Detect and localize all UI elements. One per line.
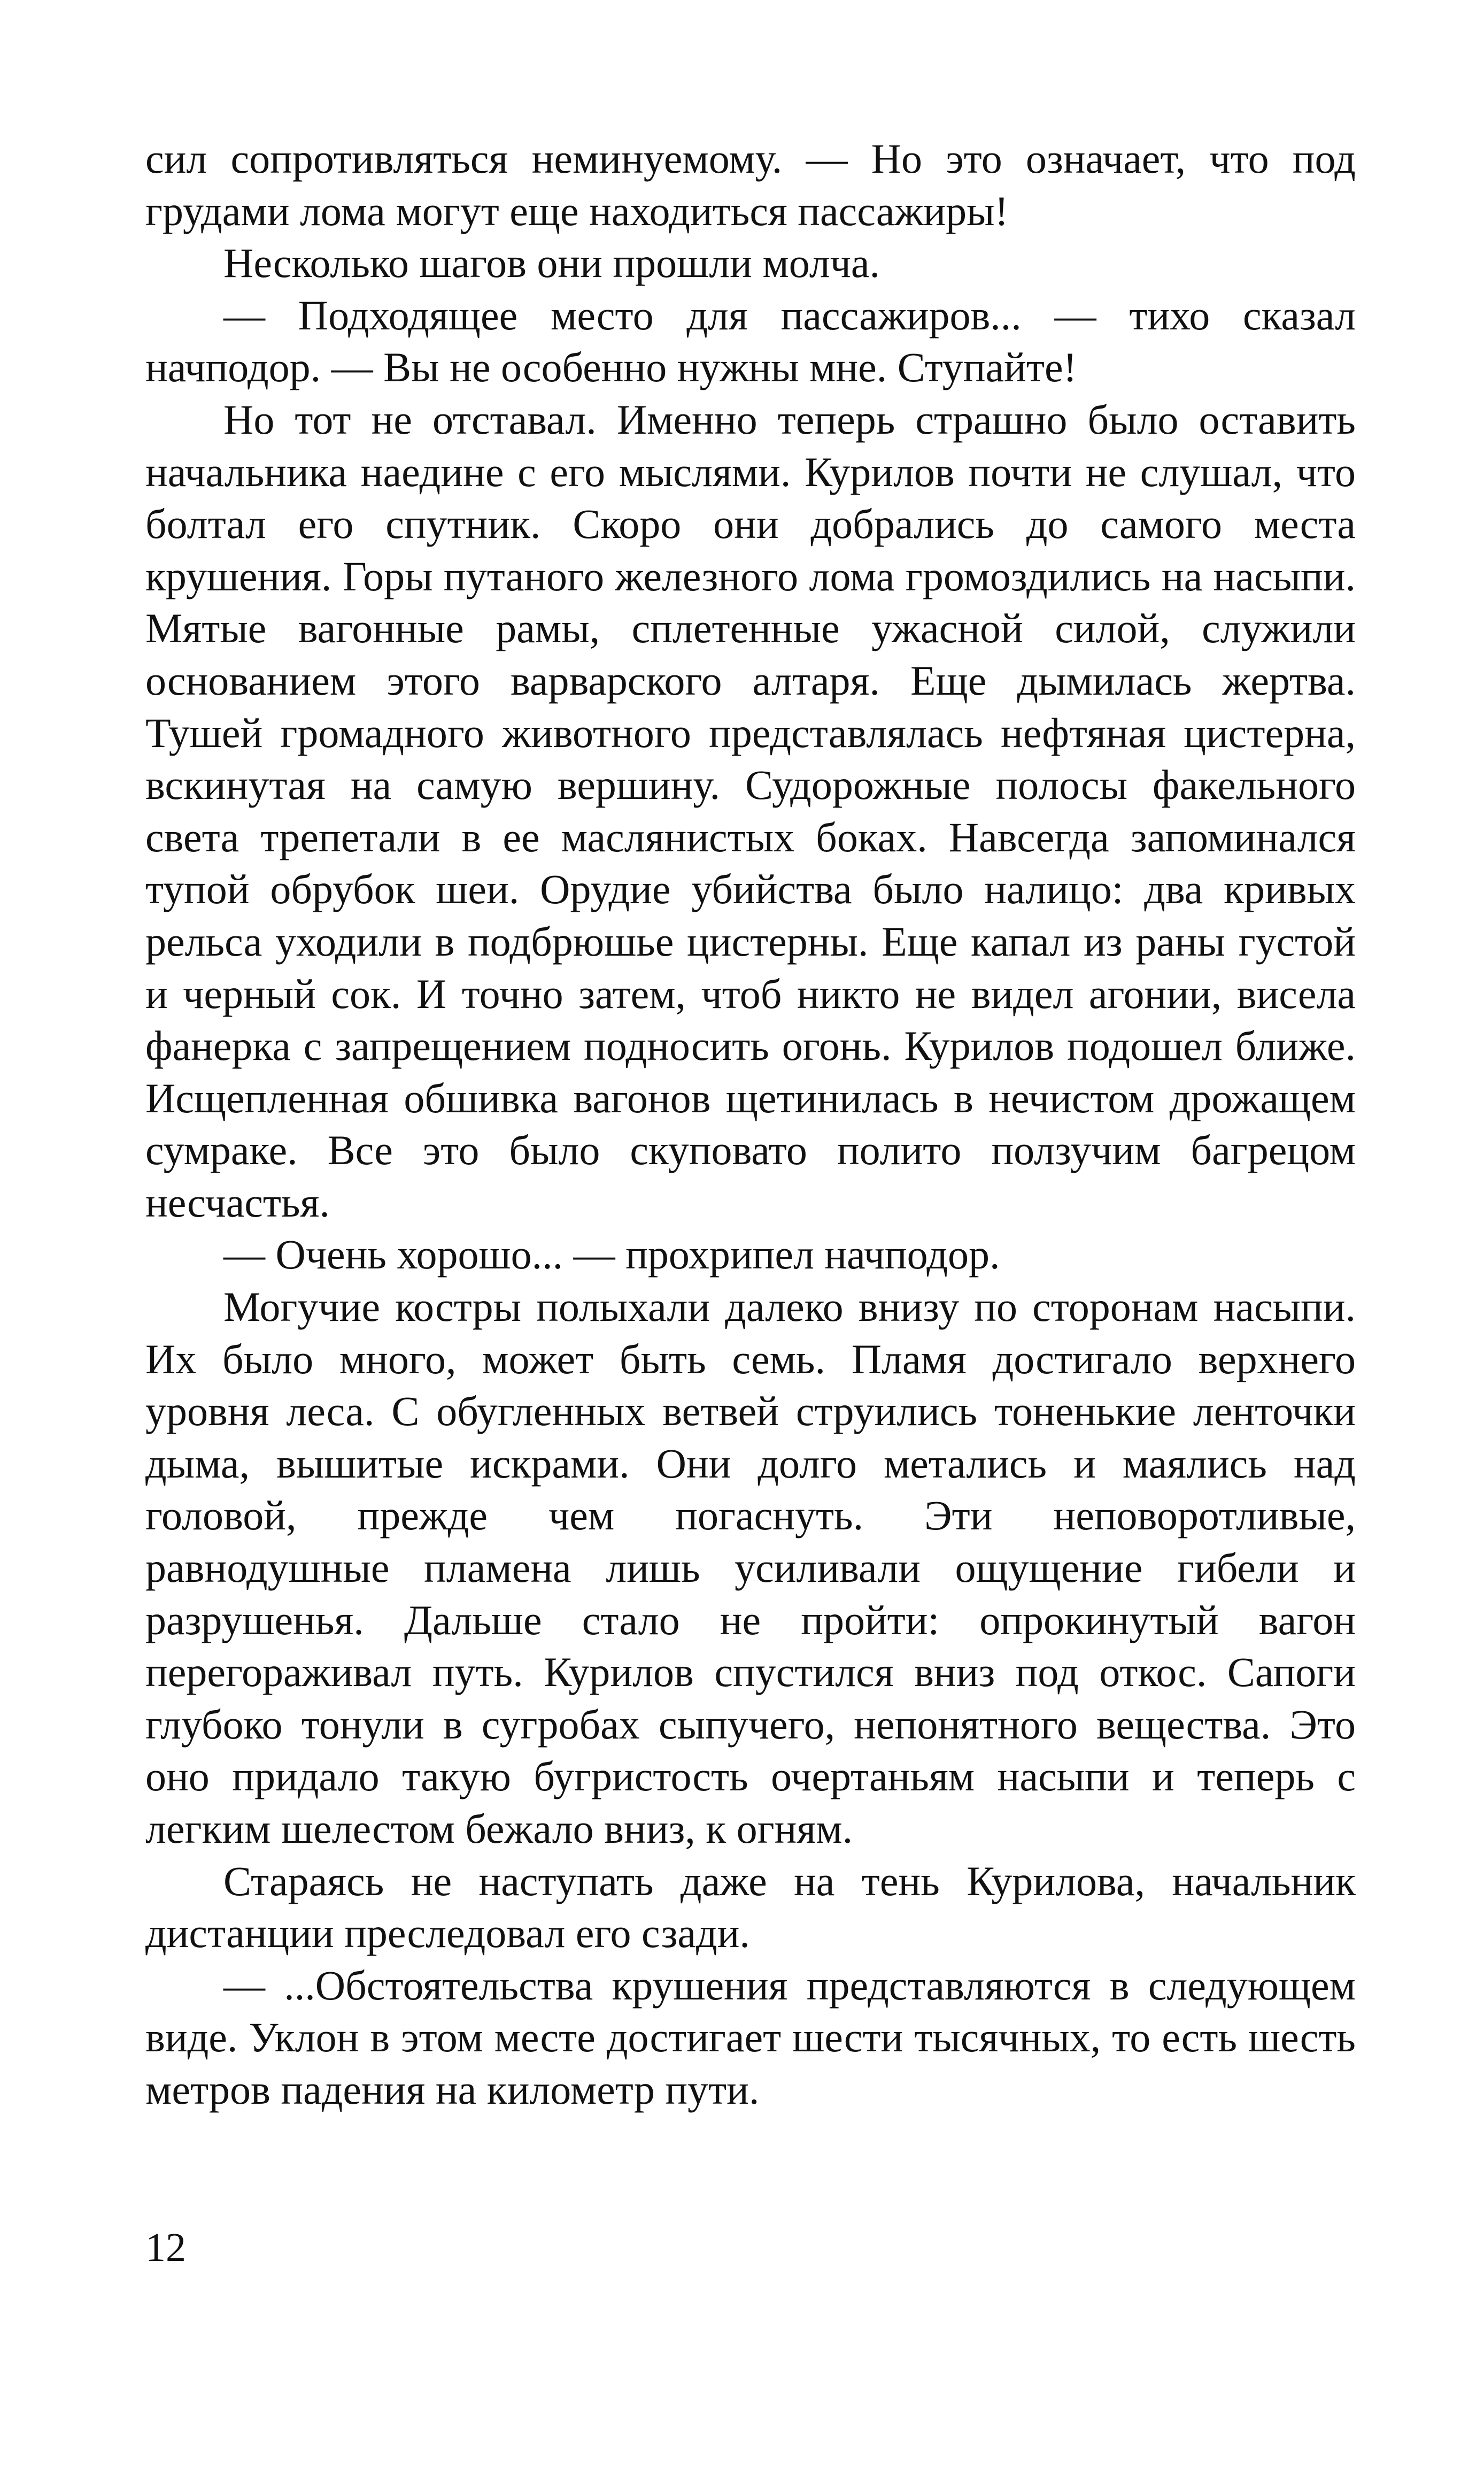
paragraph: Но тот не отставал. Именно теперь страшно было оставить начальника наедине с его мыслями. Курилов почти не слушал, что болтал его спутник. Скоро они добрались до самого места крушения. Горы путаного железного лома громоздились на насыпи. Мятые вагонные рамы, сплетенные ужасной силой, служили основанием этого варварского алтаря. Еще дымилась жертва. Тушей громадного животного представлялась нефтяная цистерна, вскинутая на самую вершину. Судорожные полосы факельного света трепетали в ее маслянистых боках. Навсегда запоминался тупой обрубок шеи. Орудие убийства было налицо: два кривых рельса уходили в подбрюшье цистерны. Еще капал из раны густой и черный сок. И точно затем, чтоб никто не видел агонии, висела фанерка с запрещением подносить огонь. Курилов подошел ближе. Исщепленная обшивка вагонов щетинилась в нечистом дрожащем сумраке. Все это было скуповато полито ползучим багрецом несчастья. bbox=[145, 396, 1356, 1226]
paragraph: — Подходящее место для пассажиров... — тихо сказал начподор. — Вы не особенно нужны мне. Ступайте! bbox=[145, 291, 1356, 391]
paragraph: сил сопротивляться неминуемому. — Но это означает, что под грудами лома могут еще находиться пассажиры! bbox=[145, 135, 1356, 234]
paragraph: Стараясь не наступать даже на тень Курилова, начальник дистанции преследовал его сзади. bbox=[145, 1857, 1356, 1957]
paragraph: Могучие костры полыхали далеко внизу по сторонам насыпи. Их было много, может быть семь. Пламя достигало верхнего уровня леса. С обугленных ветвей струились тоненькие ленточки дыма, вышитые искрами. Они долго метались и маялись над головой, прежде чем погаснуть. Эти неповоротливые, равнодушные пламена лишь усиливали ощущение гибели и разрушенья. Дальше стало не пройти: опрокинутый вагон перегораживал путь. Курилов спустился вниз под откос. Сапоги глубоко тонули в сугробах сыпучего, непонятного вещества. Это оно придало такую бугристость очертаньям насыпи и теперь с легким шелестом бежало вниз, к огням. bbox=[145, 1283, 1356, 1852]
paragraph: Несколько шагов они прошли молча. bbox=[223, 240, 880, 287]
body-text bbox=[145, 133, 1356, 2116]
paragraph: — Очень хорошо... — прохрипел начподор. bbox=[223, 1231, 1000, 1278]
paragraph: — ...Обстоятельства крушения представляются в следующем виде. Уклон в этом месте достигает шести тысячных, то есть шесть метров падения на километр пути. bbox=[145, 1961, 1356, 2113]
book-page bbox=[145, 133, 1356, 2368]
page-number: 12 bbox=[145, 2225, 186, 2270]
